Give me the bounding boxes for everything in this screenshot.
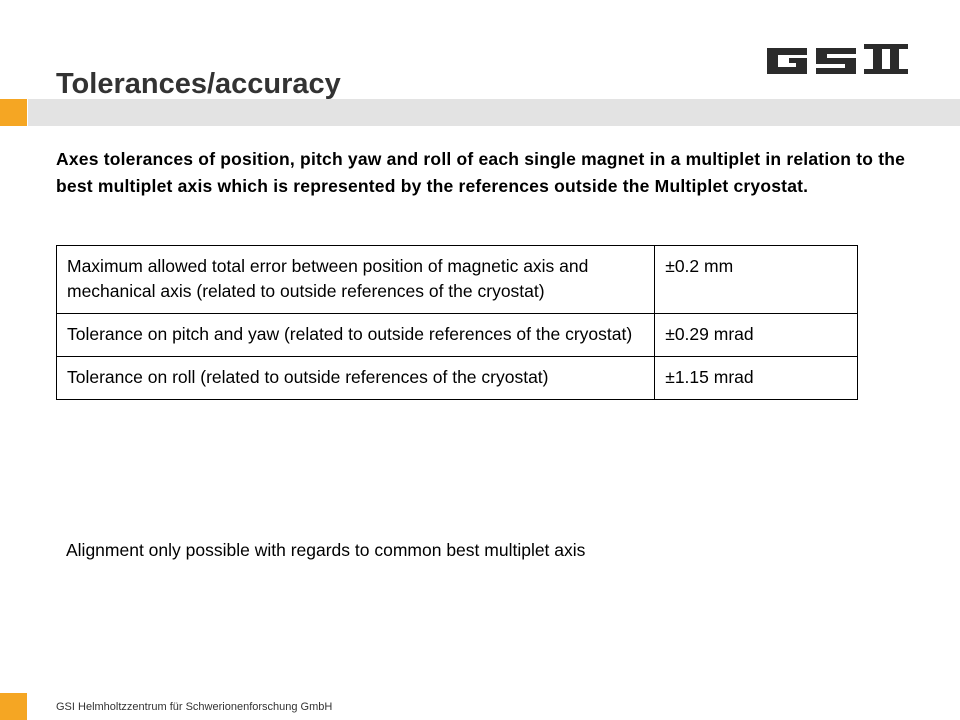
table-cell-value: ±1.15 mrad [655, 357, 858, 400]
slide-title: Tolerances/accuracy [56, 68, 341, 100]
footer-text: GSI Helmholtzzentrum für Schwerionenforschung GmbH [56, 701, 333, 713]
table-cell-value: ±0.29 mrad [655, 314, 858, 357]
title-band [28, 99, 960, 126]
footer-accent-square [0, 693, 27, 720]
table-cell-description: Maximum allowed total error between position of magnetic axis and mechanical axis (related to outside references of the cryostat) [57, 246, 655, 314]
table-row [57, 314, 858, 357]
intro-text: Axes tolerances of position, pitch yaw and roll of each single magnet in a multiplet in relation to the best multiplet axis which is represented by the references outside the Multiplet cryostat. [56, 149, 906, 196]
title-accent-square [0, 99, 27, 126]
tolerance-table [56, 245, 858, 400]
table-cell-description: Tolerance on roll (related to outside references of the cryostat) [57, 357, 655, 400]
gsi-logo [765, 44, 910, 74]
table-row [57, 246, 858, 314]
table-cell-value: ±0.2 mm [655, 246, 858, 314]
table-row [57, 357, 858, 400]
table-cell-description: Tolerance on pitch and yaw (related to outside references of the cryostat) [57, 314, 655, 357]
note-text: Alignment only possible with regards to common best multiplet axis [66, 540, 586, 560]
